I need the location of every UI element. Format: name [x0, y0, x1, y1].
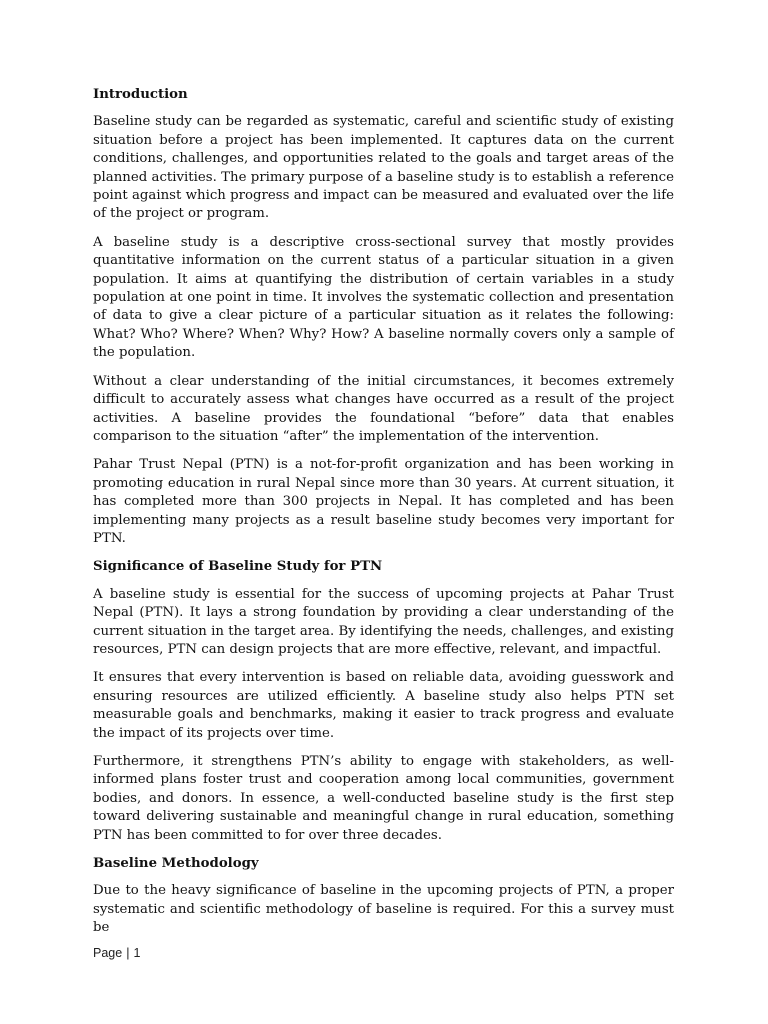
paragraph: A baseline study is essential for the success of upcoming projects at Pahar Trust Nepal (PTN). It lays a strong foundation by providing a clear understanding of the current situation in the target area. By identifying the needs, challenges, and existing resources, PTN can design projects that are more effective, relevant, and impactful. [93, 586, 674, 657]
section-heading-introduction: Introduction [93, 87, 188, 102]
section-heading-methodology: Baseline Methodology [93, 856, 259, 872]
paragraph: It ensures that every intervention is based on reliable data, avoiding guesswork and ensuring resources are utilized efficiently. A baseline study also helps PTN set measurable goals and benchmarks, making it easier to track progress and evaluate the impact of its projects over time. [93, 670, 674, 741]
paragraph: Pahar Trust Nepal (PTN) is a not-for-profit organization and has been working in promoting education in rural Nepal since more than 30 years. At current situation, it has completed more than 300 projects in Nepal. It has completed and has been implementing many projects as a result baseline study becomes very important for PTN. [93, 457, 674, 546]
paragraph: Baseline study can be regarded as systematic, careful and scientific study of existing situation before a project has been implemented. It captures data on the current conditions, challenges, and opportunities related to the goals and target areas of the planned activities. The primary purpose of a baseline study is to establish a reference point against which progress and impact can be measured and evaluated over the life of the project or program. [93, 114, 674, 222]
paragraph: Due to the heavy significance of baseline in the upcoming projects of PTN, a proper systematic and scientific methodology of baseline is required. For this a survey must be [93, 883, 674, 936]
paragraph: A baseline study is a descriptive cross-sectional survey that mostly provides quantitative information on the current status of a particular situation in a given population. It aims at quantifying the distribution of certain variables in a study population at one point in time. It involves the systematic collection and presentation of data to give a clear picture of a particular situation as it relates the following: What? Who? Where? When? Why? How? A baseline normally covers only a sample of the population. [93, 234, 674, 361]
section-heading-significance: Significance of Baseline Study for PTN [93, 559, 383, 575]
page-number: 1 [133, 946, 141, 960]
page-footer [93, 946, 140, 960]
page-label: Page [93, 946, 123, 960]
document-body [93, 86, 674, 948]
paragraph: Furthermore, it strengthens PTN’s ability to engage with stakeholders, as well-informed plans foster trust and cooperation among local communities, government bodies, and donors. In essence, a well-conducted baseline study is the first step toward delivering sustainable and meaningful change in rural education, something PTN has been committed to for over three decades. [93, 754, 674, 843]
paragraph: Without a clear understanding of the initial circumstances, it becomes extremely difficult to accurately assess what changes have occurred as a result of the project activities. A baseline provides the foundational “before” data that enables comparison to the situation “after” the implementation of the intervention. [93, 373, 674, 444]
page-separator: | [126, 946, 130, 960]
